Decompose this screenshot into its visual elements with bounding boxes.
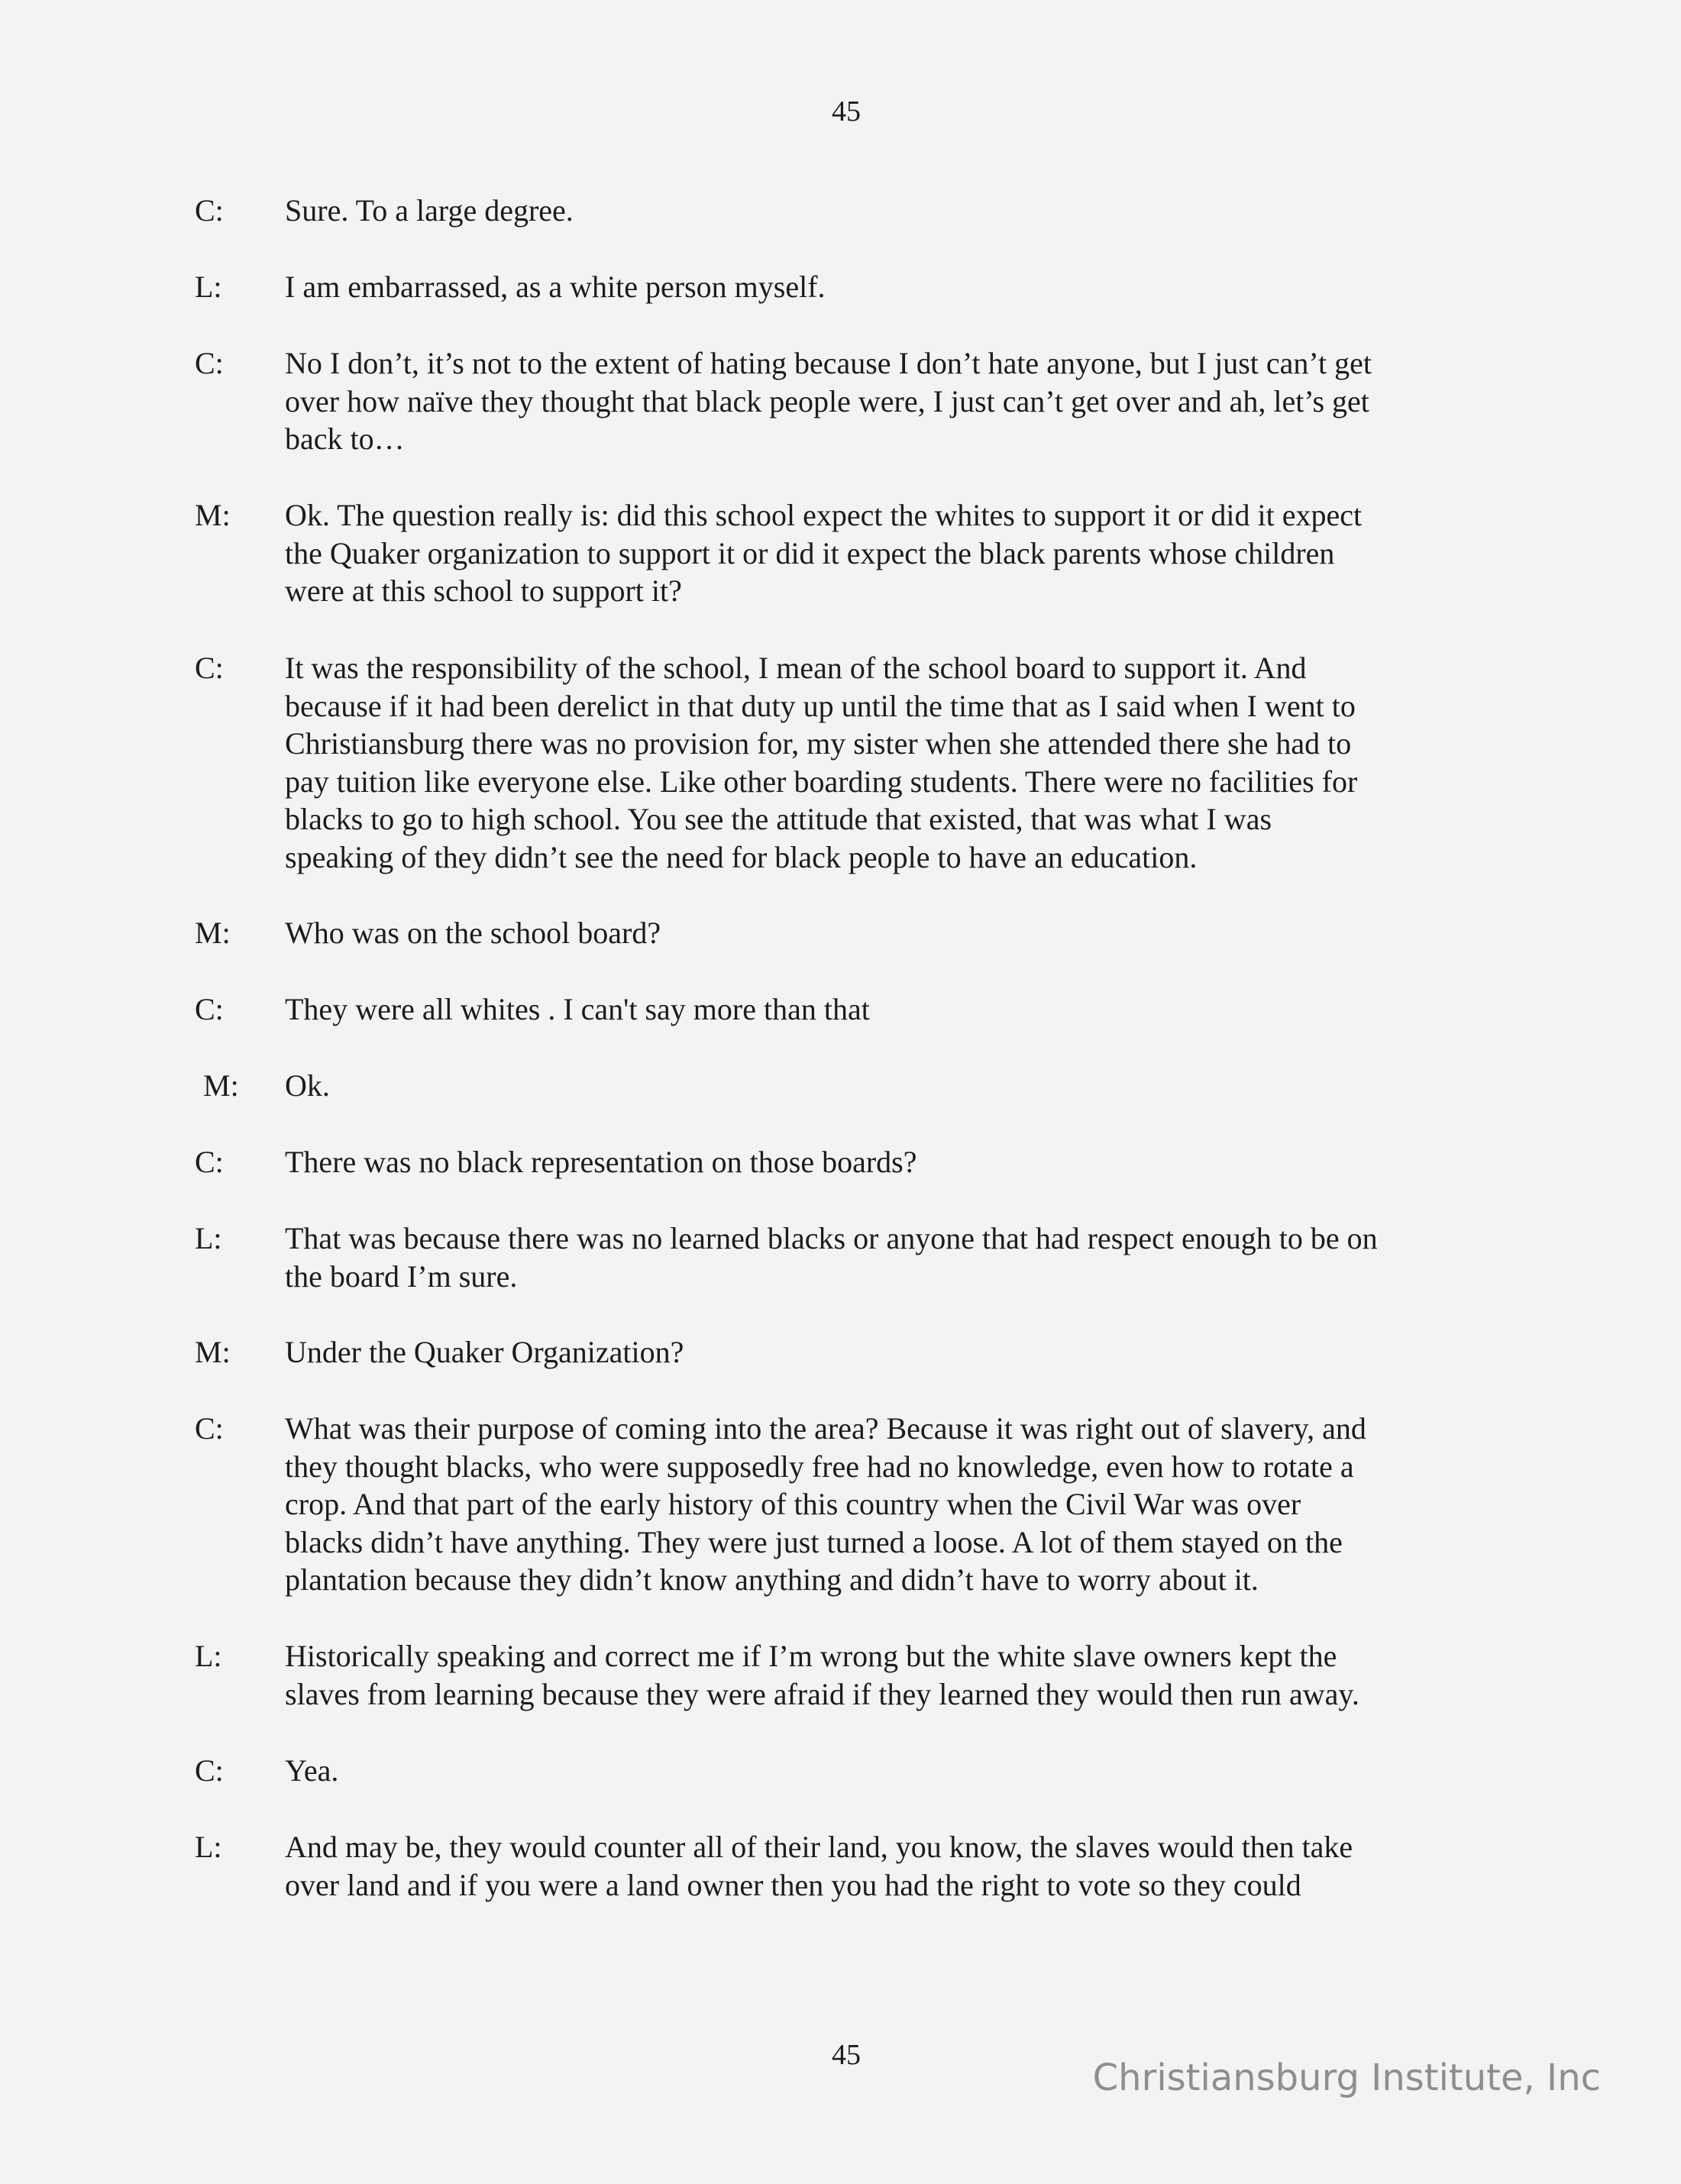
- dialogue-text: [285, 1067, 1499, 1105]
- dialogue-text: [285, 1220, 1499, 1295]
- text-line: over how naïve they thought that black people were, I just can’t get over and ah, let’s get: [285, 383, 1369, 418]
- text-line: slaves from learning because they were afraid if they learned they would then run away.: [285, 1676, 1359, 1711]
- text-line: It was the responsibility of the school, I mean of the school board to support it. And: [285, 651, 1307, 685]
- text-line: And may be, they would counter all of their land, you know, the slaves would then take: [285, 1830, 1353, 1864]
- text-line: blacks didn’t have anything. They were just turned a loose. A lot of them stayed on the: [285, 1524, 1343, 1559]
- dialogue-text: [285, 1333, 1499, 1371]
- dialogue-text: [285, 1752, 1499, 1790]
- speaker-label: L:: [195, 1830, 222, 1864]
- dialogue-text: [285, 1410, 1499, 1599]
- text-line: crop. And that part of the early history of this country when the Civil War was over: [285, 1487, 1301, 1521]
- text-line: I am embarrassed, as a white person myself.: [285, 270, 826, 304]
- text-line: blacks to go to high school. You see the attitude that existed, that was what I was: [285, 802, 1272, 836]
- text-line: They were all whites . I can't say more than that: [285, 992, 870, 1026]
- text-line: because if it had been derelict in that duty up until the time that as I said when I went to: [285, 688, 1356, 723]
- dialogue-text: [285, 192, 1499, 230]
- speaker-label: C:: [195, 193, 224, 228]
- text-line: What was their purpose of coming into the area? Because it was right out of slavery, and: [285, 1411, 1366, 1446]
- speaker-label: C:: [195, 1145, 224, 1179]
- speaker-label: M:: [195, 498, 231, 532]
- text-line: were at this school to support it?: [285, 573, 682, 608]
- speaker-label: C:: [195, 1753, 224, 1788]
- text-line: Yea.: [285, 1753, 339, 1788]
- text-line: plantation because they didn’t know anything and didn’t have to worry about it.: [285, 1562, 1259, 1597]
- text-line: Christiansburg there was no provision for, my sister when she attended there she had to: [285, 726, 1352, 761]
- speaker-label: M:: [195, 1335, 231, 1369]
- speaker-label: C:: [195, 992, 224, 1026]
- text-line: There was no black representation on those boards?: [285, 1145, 917, 1179]
- dialogue-text: [285, 649, 1499, 876]
- dialogue-text: [285, 344, 1499, 458]
- speaker-label: L:: [195, 1639, 222, 1673]
- text-line: the Quaker organization to support it or did it expect the black parents whose children: [285, 535, 1335, 570]
- text-line: Ok. The question really is: did this school expect the whites to support it or did it expect: [285, 498, 1363, 532]
- dialogue-text: [285, 1637, 1499, 1713]
- text-line: speaking of they didn’t see the need for black people to have an education.: [285, 839, 1198, 874]
- text-line: they thought blacks, who were supposedly free had no knowledge, even how to rotate a: [285, 1449, 1354, 1484]
- text-line: That was because there was no learned blacks or anyone that had respect enough to be on: [285, 1221, 1378, 1255]
- speaker-label: L:: [195, 1221, 222, 1255]
- dialogue-text: [285, 1828, 1499, 1904]
- dialogue-text: [285, 990, 1499, 1029]
- text-line: Ok.: [285, 1068, 330, 1103]
- speaker-label: C:: [195, 346, 224, 380]
- text-line: back to…: [285, 422, 405, 456]
- text-line: pay tuition like everyone else. Like other boarding students. There were no facilities for: [285, 764, 1358, 799]
- text-line: over land and if you were a land owner then you had the right to vote so they could: [285, 1867, 1301, 1902]
- speaker-label: C:: [195, 651, 224, 685]
- dialogue-text: [285, 914, 1499, 952]
- speaker-label: L:: [195, 270, 222, 304]
- watermark: Christiansburg Institute, Inc: [1092, 2056, 1601, 2099]
- page-number-bottom: 45: [832, 2039, 861, 2071]
- page-number-top: 45: [832, 95, 861, 128]
- text-line: Under the Quaker Organization?: [285, 1335, 684, 1369]
- text-line: Who was on the school board?: [285, 916, 661, 950]
- dialogue-text: [285, 268, 1499, 306]
- text-line: Sure. To a large degree.: [285, 193, 574, 228]
- text-line: No I don’t, it’s not to the extent of hating because I don’t hate anyone, but I just can’t get: [285, 346, 1372, 380]
- speaker-label: C:: [195, 1411, 224, 1446]
- text-line: the board I’m sure.: [285, 1258, 518, 1294]
- speaker-label: M:: [195, 916, 231, 950]
- speaker-label: M:: [203, 1068, 239, 1103]
- dialogue-text: [285, 496, 1499, 610]
- text-line: Historically speaking and correct me if I’m wrong but the white slave owners kept the: [285, 1639, 1337, 1673]
- dialogue-text: [285, 1143, 1499, 1181]
